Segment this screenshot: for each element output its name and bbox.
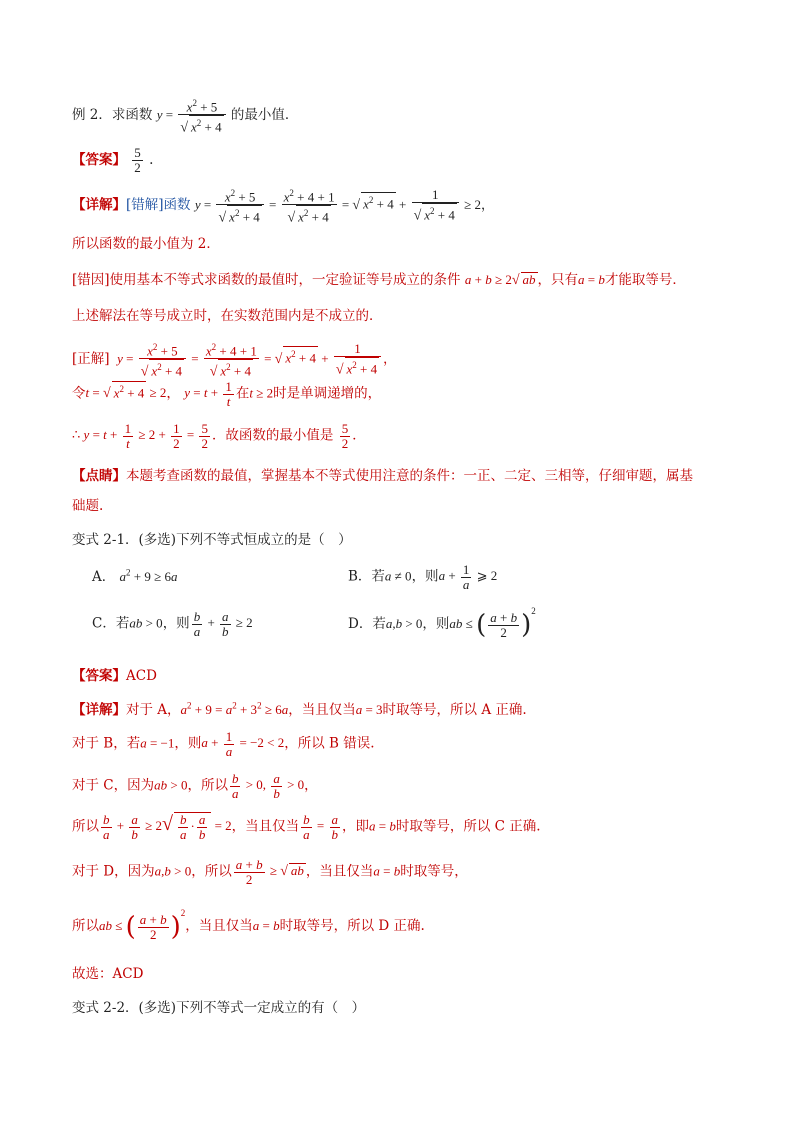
correct-solution-line: [正解] y = $\frac{x^2 + 5}{√ x^2 + 4}$ = $\frac{x^2 + 4 + 1}{√ x^2 + 4}$ = √ $x^2 + 4$ + $\frac{1}{√ x^2 + 4}$ ， [72,341,397,380]
therefore-line: ∴ y = t + $\frac{1}{t}$ ≥ 2 + $\frac{1}{2}$ = $\frac{5}{2}$ ．故函数的最小值是 $\frac{5}{2}$ ． [72,421,366,451]
option-c: C．若ab > 0，则 $\frac{b}{a}$ + $\frac{a}{b}$ ≥ 2 [92,609,253,639]
option-b: B．若a ≠ 0，则a + $\frac{1}{a}$ ⩾ 2 [348,562,498,592]
detail-wrong-line: 【详解】[错解]函数 y = $\frac{x^2 + 5}{√ x^2 + 4}$ = $\frac{x^2 + 4 + 1}{√ x^2 + 4}$ = √ $x^2 + 4$ + $\frac{1}{√ x^2 + 4}$ ≥ 2， [72,187,495,226]
comment-line: 【点睛】本题考查函数的最值，掌握基本不等式使用注意的条件：一正、二定、三相等，仔细审题，属基 [72,468,693,484]
answer-2-line: 【答案】ACD [72,668,157,684]
detail-c2-line: 所以 $\frac{b}{a}$ + $\frac{a}{b}$ ≥ 2√ $\frac{b}{a}$ · $\frac{a}{b}$ = 2，当且仅当 $\frac{b}{a}$ = $\frac{a}{b}$ ，即a = b时取等号，所以 C 正确. [72,812,541,842]
min-value-line: 所以函数的最小值为 2． [72,236,220,252]
choice-line: 故选：ACD [72,966,144,982]
detail-a-line: 【详解】对于 A，$a^2 + 9 = a^2 + 3^2 \ge 6a$，当且仅当a = 3时取等号，所以 A 正确. [72,700,527,718]
detail-b-line: 对于 B，若a = −1，则a + $\frac{1}{a}$ = −2 < 2，所以 B 错误. [72,729,375,759]
not-holds-line: 上述解法在等号成立时，在实数范围内是不成立的． [72,308,383,324]
variant-2-1-title: 变式 2-1．(多选)下列不等式恒成立的是（ ） [72,532,352,548]
example-2-line: 例 2．求函数 y = $\frac{x^2 + 5}{√ x^2 + 4}$ 的最小值． [72,98,299,136]
answer-fraction: $\frac{5}{2}$ [134,145,141,175]
detail-d2-line: 所以ab ≤ ( $\frac{a + b}{2}$ )$^2$，当且仅当a = b时取等号，所以 D 正确. [72,908,425,943]
option-a: A． $a^2 + 9 \ge 6a$ [92,567,178,585]
error-reason-line: [错因]使用基本不等式求函数的最值时，一定验证等号成立的条件 a + b ≥ 2√ ab ，只有a = b才能取等号． [72,272,686,288]
detail-c-line: 对于 C，因为ab > 0，所以 $\frac{b}{a}$ > 0, $\frac{a}{b}$ > 0， [72,771,318,801]
variant-2-2-title: 变式 2-2．(多选)下列不等式一定成立的有（ ） [72,1000,366,1016]
answer-line: 【答案】 $\frac{5}{2}$ . [72,145,154,175]
option-d: D．若a,b > 0，则ab ≤ ( $\frac{a + b}{2}$ )$^2$ [348,606,536,641]
let-t-line: 令t = √ $x^2 + 4 \ge 2$， y = t + $\frac{1}{t}$ 在t ≥ 2时是单调递增的， [72,379,382,409]
detail-d-line: 对于 D，因为a,b > 0，所以 $\frac{a + b}{2}$ ≥ √ ab ，当且仅当a = b时取等号， [72,857,468,887]
comment-line-2: 础题. [72,498,104,514]
